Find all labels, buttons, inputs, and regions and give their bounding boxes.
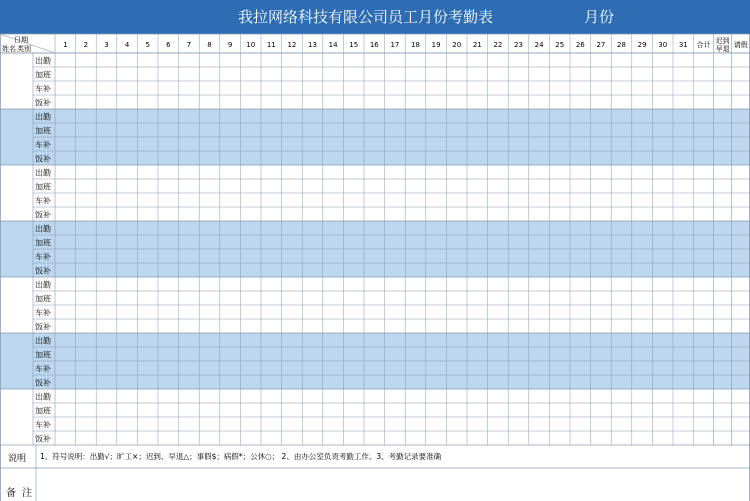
row-category-label: 车补 — [35, 196, 51, 206]
day-header: 30 — [658, 41, 668, 49]
day-header: 12 — [287, 41, 297, 49]
day-header: 7 — [186, 41, 192, 49]
row-category-label: 车补 — [35, 140, 51, 150]
day-header: 9 — [227, 41, 233, 49]
remarks-label: 备注 — [6, 488, 38, 499]
row-category-label: 饭补 — [35, 210, 51, 220]
day-header: 15 — [349, 41, 359, 49]
day-header: 22 — [493, 41, 503, 49]
day-header: 14 — [328, 41, 338, 49]
header-name-label: 姓名 — [2, 45, 16, 53]
day-header: 17 — [390, 41, 400, 49]
day-header: 19 — [431, 41, 441, 49]
notes-text: 1、符号说明：出勤√；旷工×；迟到、早退△；事假$；病假*；公休○； 2、由办公室负责考勤工作。3、考勤记录要准确 — [40, 452, 442, 461]
row-category-label: 加班 — [35, 238, 51, 248]
row-category-label: 饭补 — [35, 266, 51, 276]
header-total-label: 合计 — [696, 41, 711, 49]
day-header: 24 — [534, 41, 544, 49]
row-category-label: 出勤 — [35, 280, 51, 290]
row-category-label: 饭补 — [35, 434, 51, 444]
row-category-label: 出勤 — [35, 168, 51, 178]
day-header: 20 — [452, 41, 462, 49]
day-header: 16 — [369, 41, 379, 49]
header-late-label: 迟到 — [715, 37, 730, 45]
row-category-label: 车补 — [35, 84, 51, 94]
row-category-label: 加班 — [35, 126, 51, 136]
row-category-label: 车补 — [35, 308, 51, 318]
day-header: 5 — [145, 41, 150, 49]
row-category-label: 车补 — [35, 364, 51, 374]
day-header: 3 — [104, 41, 109, 49]
day-header: 1 — [63, 41, 68, 49]
day-header: 23 — [514, 41, 523, 49]
row-category-label: 加班 — [35, 350, 51, 360]
day-header: 31 — [678, 41, 688, 49]
header-category-label: 类别 — [17, 45, 31, 53]
row-category-label: 出勤 — [35, 224, 51, 234]
day-header: 4 — [124, 41, 130, 49]
row-category-label: 车补 — [35, 420, 51, 430]
day-header: 11 — [266, 41, 276, 49]
day-header: 10 — [246, 41, 256, 49]
row-category-label: 加班 — [35, 294, 51, 304]
day-header: 27 — [596, 41, 606, 49]
row-category-label: 加班 — [35, 182, 51, 192]
header-early-label: 早退 — [715, 45, 730, 53]
row-category-label: 饭补 — [35, 322, 51, 332]
row-category-label: 出勤 — [35, 112, 51, 122]
day-header: 13 — [308, 41, 317, 49]
month-label: 月份 — [584, 8, 615, 26]
header-date-label: 日期 — [14, 36, 28, 44]
row-category-label: 饭补 — [35, 378, 51, 388]
day-header: 29 — [637, 41, 647, 49]
sheet-title: 我拉网络科技有限公司员工月份考勤表 — [238, 8, 494, 26]
day-header: 28 — [617, 41, 626, 49]
day-header: 25 — [555, 41, 565, 49]
day-header: 8 — [207, 41, 212, 49]
day-header: 6 — [166, 41, 171, 49]
row-category-label: 饭补 — [35, 98, 51, 108]
row-category-label: 饭补 — [35, 154, 51, 164]
day-header: 2 — [83, 41, 89, 49]
day-header: 18 — [411, 41, 420, 49]
row-category-label: 加班 — [35, 70, 51, 80]
row-category-label: 出勤 — [35, 56, 51, 66]
row-category-label: 加班 — [35, 406, 51, 416]
day-header: 21 — [472, 41, 482, 49]
row-category-label: 车补 — [35, 252, 51, 262]
notes-label: 说明 — [8, 454, 27, 464]
row-category-label: 出勤 — [35, 392, 51, 402]
header-leave-label: 请假 — [733, 41, 748, 49]
day-header: 26 — [575, 41, 585, 49]
row-category-label: 出勤 — [35, 336, 51, 346]
